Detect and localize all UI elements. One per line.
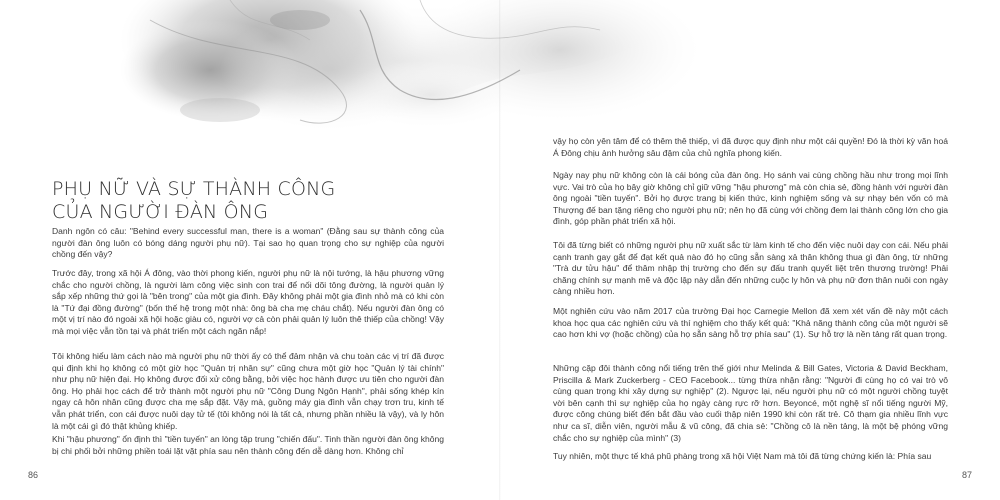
left-paragraph-3-text: Tôi không hiểu làm cách nào mà người phụ nữ thời ấy có thể đảm nhận và chu toàn các vị trí đã được qui định khi họ không có một giờ học "Quản trị nhân sự" cũng chưa một giờ học "Quản lý tài chính" như phụ nữ hiện đại. Họ không được đối xử công bằng, bởi việc học hành được ưu tiên cho người đàn ông. Họ phải học cách để trở thành một người phụ nữ "Công Dung Ngôn Hạnh", phải sống khép kín ngay cả hôn nhân cũng được cha mẹ sắp đặt. Vậy mà, guồng máy gia đình vẫn chạy trơn tru, kinh tế vẫn phát triển, con cái được nuôi dạy tử tế (tôi không nói là tất cả, nhưng phần nhiều là vậy), và ly hôn là một cái gì đó thật khủng khiếp.: [52, 351, 444, 431]
right-paragraph-2: [553, 170, 948, 228]
left-paragraph-2-text: Trước đây, trong xã hội Á đông, vào thời phong kiến, người phụ nữ là nội tướng, là hậu phương vững chắc cho người chồng, là người làm công việc sinh con trai để nối dõi tông đường, là người quản lý sắp xếp những thứ gọi là "bên trong" của một gia đình. Đây không phải một gia đình nhỏ mà có khi còn là "Tứ đại đồng đường" (bốn thế hệ trong một nhà: ông bà cha mẹ cháu chắt). Nếu người đàn ông có một vị trí nào đó ngoài xã hội hoặc giàu có, người vợ cả còn phải quản lý luôn thê thiếp của chồng! Vậy mà mọi việc vẫn tồn tại và phát triển một cách ngăn nắp!: [52, 268, 444, 336]
right-paragraph-5-text: Những cặp đôi thành công nổi tiếng trên thế giới như Melinda & Bill Gates, Victoria & David Beckham, Priscilla & Mark Zuckerberg - CEO Facebook... từng thừa nhận rằng: "Người đi cùng họ có vai trò vô cùng quan trọng khi xây dựng sự nghiệp" (2). Ngược lại, nếu người phụ nữ có một người chồng tuyệt vời bên cạnh thì sự nghiệp của họ ngày càng rực rỡ hơn. Beyoncé, một nghệ sĩ nổi tiếng người Mỹ, được công chúng biết đến bắt đầu vào cuối thập niên 1990 khi còn rất trẻ. Cô thạm gia nhiều lĩnh vực như ca sĩ, diễn viên, người mẫu & vũ công, đã chia sẻ: "Chồng cô là nền tảng, là một bệ phóng vững chắc cho sự nghiệp của mình" (3): [553, 363, 948, 443]
left-paragraph-4: [52, 434, 444, 457]
right-paragraph-3: [553, 240, 948, 298]
left-paragraph-1-text: Danh ngôn có câu: "Behind every successful man, there is a woman" (Đằng sau sự thành công của người đàn ông luôn có bóng dáng người phụ nữ). Tại sao họ quan trọng cho sự nghiệp của người chồng đến vậy?: [52, 226, 444, 260]
right-paragraph-4-text: Một nghiên cứu vào năm 2017 của trường Đại học Carnegie Mellon đã xem xét vấn đề này một cách khoa học qua các nghiên cứu và thí nghiệm cho thấy kết quả: "Khả năng thành công của một người sẽ cao hơn khi vợ (hoặc chồng) của họ sẵn sàng hỗ trợ phía sau" (1). Sự hỗ trợ là nền tảng rất quan trọng.: [553, 306, 948, 340]
right-paragraph-6-text: Tuy nhiên, một thực tế khá phũ phàng trong xã hội Việt Nam mà tôi đã từng chứng kiến là: Phía sau: [553, 451, 932, 461]
right-paragraph-3-text: Tôi đã từng biết có những người phụ nữ xuất sắc từ làm kinh tế cho đến việc nuôi dạy con cái. Nếu phải cạnh tranh gay gắt để đạt kết quả nào đó họ cũng sẵn sàng xả thân không thua gì đàn ông, từ những "Trà dư tửu hậu" để thâm nhập thị trường cho đến sự đấu tranh quyết liệt trên thương trường! Phải chăng chính sự mạnh mẽ và độc lập này dẫn đến những cuộc ly hôn và phụ nữ đơn thân nuôi con ngày càng nhiều hơn.: [553, 240, 948, 297]
right-paragraph-5: [553, 363, 948, 444]
right-paragraph-6: [553, 451, 948, 463]
right-paragraph-1-text: vậy họ còn yên tâm để có thêm thê thiếp, vì đã được quy định như một cái quyền! Đó là thời kỳ văn hoá Á Đông chịu ảnh hưởng sâu đậm của chủ nghĩa phong kiến.: [553, 136, 948, 158]
page-number-right: 87: [961, 470, 972, 480]
left-paragraph-3: [52, 351, 444, 432]
right-paragraph-1: [553, 136, 948, 159]
chapter-title-line-1: PHỤ NỮ VÀ SỰ THÀNH CÔNG: [52, 178, 336, 200]
page-number-left: 86: [28, 470, 39, 480]
right-paragraph-4: [553, 306, 948, 341]
chapter-title-line-2: CỦA NGƯỜI ĐÀN ÔNG: [52, 201, 269, 223]
left-paragraph-1: [52, 226, 444, 261]
left-paragraph-4-text: Khi "hậu phương" ổn định thì "tiền tuyến" an lòng tập trung "chiến đấu". Tinh thần người đàn ông không bị chi phối bởi những phiền toái lặt vặt phía sau nên thành công đến dễ dàng hơn. Không chỉ: [52, 434, 444, 456]
right-paragraph-2-text: Ngày nay phụ nữ không còn là cái bóng của đàn ông. Họ sánh vai cùng chồng hầu như trong mọi lĩnh vực. Vai trò của họ bây giờ không chỉ giữ vững "hậu phương" mà còn chia sẻ, đồng hành với người đàn ông ngoài "tiền tuyến". Bởi họ được trang bị kiến thức, kinh nghiệm sống và sự nhạy bén vốn có mà Thượng đế ban tặng riêng cho người phụ nữ; nên họ đã cùng với chồng đem lại thành công lớn cho gia đình, góp phần phát triển xã hội.: [553, 170, 948, 227]
left-paragraph-2: [52, 268, 444, 338]
chapter-title: [52, 178, 452, 224]
